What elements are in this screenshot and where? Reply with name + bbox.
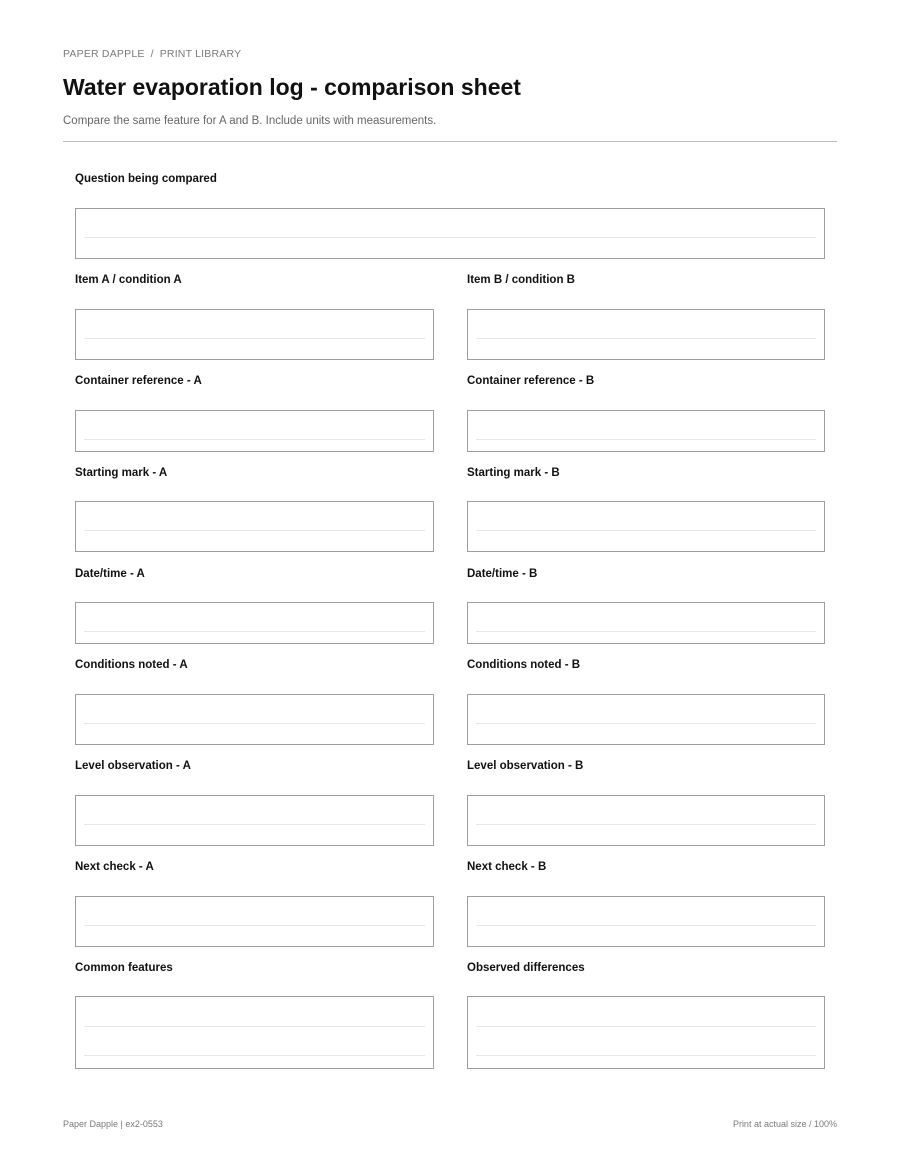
- common-features-field[interactable]: [75, 996, 434, 1069]
- container-a-label: Container reference - A: [75, 375, 202, 387]
- writing-line: [84, 1026, 425, 1027]
- breadcrumb-root: PAPER DAPPLE: [63, 48, 145, 60]
- start-a-label: Starting mark - A: [75, 467, 168, 479]
- date-b-label: Date/time - B: [467, 568, 538, 580]
- date-a-label: Date/time - A: [75, 568, 145, 580]
- item-a-field[interactable]: [75, 309, 434, 360]
- next-b-field[interactable]: [467, 896, 825, 947]
- next-b-label: Next check - B: [467, 861, 547, 873]
- writing-line: [84, 338, 425, 339]
- writing-line: [476, 338, 816, 339]
- start-b-field[interactable]: [467, 501, 825, 552]
- writing-line: [84, 824, 425, 825]
- level-b-label: Level observation - B: [467, 760, 584, 772]
- item-a-label: Item A / condition A: [75, 274, 182, 286]
- footer-print-note: Print at actual size / 100%: [732, 1119, 837, 1129]
- container-b-field[interactable]: [467, 410, 825, 452]
- level-b-field[interactable]: [467, 795, 825, 846]
- question-label: Question being compared: [75, 173, 217, 185]
- container-a-field[interactable]: [75, 410, 434, 452]
- writing-line: [476, 530, 816, 531]
- breadcrumb: [63, 48, 241, 60]
- item-b-field[interactable]: [467, 309, 825, 360]
- page-subtitle: Compare the same feature for A and B. Include units with measurements.: [63, 115, 437, 127]
- item-b-label: Item B / condition B: [467, 274, 575, 286]
- writing-line: [84, 925, 425, 926]
- breadcrumb-section: PRINT LIBRARY: [159, 48, 242, 60]
- conditions-b-field[interactable]: [467, 694, 825, 745]
- observed-differences-label: Observed differences: [467, 962, 585, 974]
- writing-line: [476, 439, 816, 440]
- next-a-field[interactable]: [75, 896, 434, 947]
- date-a-field[interactable]: [75, 602, 434, 644]
- observed-differences-field[interactable]: [467, 996, 825, 1069]
- writing-line: [84, 723, 425, 724]
- footer-document-id: Paper Dapple | ex2-0553: [63, 1119, 163, 1129]
- conditions-b-label: Conditions noted - B: [467, 659, 581, 671]
- conditions-a-field[interactable]: [75, 694, 434, 745]
- container-b-label: Container reference - B: [467, 375, 595, 387]
- writing-line: [476, 925, 816, 926]
- level-a-field[interactable]: [75, 795, 434, 846]
- conditions-a-label: Conditions noted - A: [75, 659, 188, 671]
- header-divider: [63, 141, 837, 142]
- start-a-field[interactable]: [75, 501, 434, 552]
- page-title: Water evaporation log - comparison sheet: [63, 74, 521, 100]
- writing-line: [84, 237, 816, 238]
- next-a-label: Next check - A: [75, 861, 154, 873]
- start-b-label: Starting mark - B: [467, 467, 560, 479]
- common-features-label: Common features: [75, 962, 173, 974]
- writing-line: [476, 723, 816, 724]
- writing-line: [476, 1055, 816, 1056]
- date-b-field[interactable]: [467, 602, 825, 644]
- level-a-label: Level observation - A: [75, 760, 191, 772]
- writing-line: [84, 439, 425, 440]
- breadcrumb-separator: /: [150, 48, 154, 60]
- writing-line: [476, 631, 816, 632]
- writing-line: [84, 631, 425, 632]
- writing-line: [84, 1055, 425, 1056]
- writing-line: [84, 530, 425, 531]
- writing-line: [476, 824, 816, 825]
- writing-line: [476, 1026, 816, 1027]
- question-field[interactable]: [75, 208, 825, 259]
